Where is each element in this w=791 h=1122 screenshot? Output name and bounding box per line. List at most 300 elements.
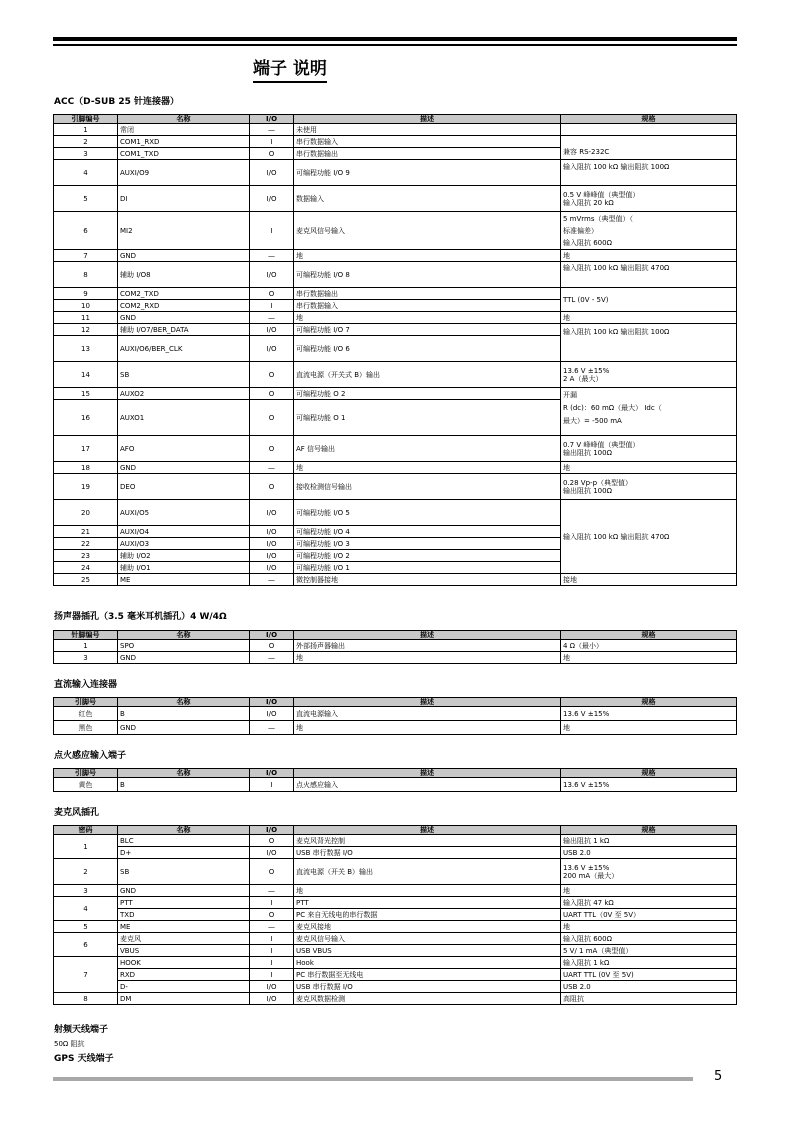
name-cell: MI2 (118, 212, 250, 250)
io-cell: O (250, 436, 294, 462)
spec-line: 0.5 V 峰峰值（典型值） (563, 190, 640, 199)
desc-cell: 麦克风信号输入 (294, 212, 561, 250)
desc-cell: 直流电源（开关 B）输出 (294, 859, 561, 885)
name-cell: COM1_TXD (118, 148, 250, 160)
desc-cell: 可编程功能 I/O 3 (294, 538, 561, 550)
spec-cell: 地 (561, 312, 737, 324)
desc-cell: USB 串行数据 I/O (294, 981, 561, 993)
io-cell: I/O (250, 981, 294, 993)
table-row (54, 262, 737, 288)
table-row (54, 474, 737, 500)
pin-cell: 23 (54, 550, 118, 562)
col-header-io: I/O (250, 826, 294, 835)
pin-cell: 10 (54, 300, 118, 312)
spec-line: R (dc)：60 mΩ（最大） Idc（ (563, 404, 662, 412)
name-cell: GND (118, 462, 250, 474)
col-header-pin: 针脚编号 (54, 631, 118, 640)
desc-cell: 串行数据输出 (294, 148, 561, 160)
io-cell: O (250, 474, 294, 500)
acc-table (53, 114, 737, 586)
spec-cell: 输出阻抗 1 kΩ (561, 835, 737, 847)
spec-line: 0.7 V 峰峰值（典型值） (563, 440, 640, 449)
pin-cell: 红色 (54, 707, 118, 721)
io-cell: I (250, 300, 294, 312)
footer-rule (53, 1077, 693, 1081)
spec-cell: 接地 (561, 574, 737, 586)
spec-line: 2 A（最大） (563, 374, 603, 383)
io-cell: — (250, 312, 294, 324)
io-cell: — (250, 652, 294, 664)
name-cell: COM2_TXD (118, 288, 250, 300)
desc-cell: 串行数据输入 (294, 136, 561, 148)
desc-cell: 地 (294, 721, 561, 735)
pin-cell: 2 (54, 859, 118, 885)
desc-cell: 麦克风背光控制 (294, 835, 561, 847)
name-cell: AUXI/O4 (118, 526, 250, 538)
table-row (54, 921, 737, 933)
io-cell: — (250, 124, 294, 136)
spec-cell: UART TTL（0V 至 5V） (561, 909, 737, 921)
pin-cell: 20 (54, 500, 118, 526)
table-row (54, 993, 737, 1005)
pin-cell: 16 (54, 400, 118, 436)
col-header-desc: 描述 (294, 115, 561, 124)
table-row (54, 160, 737, 186)
desc-cell: 可编程功能 O 1 (294, 400, 561, 436)
desc-cell: 串行数据输出 (294, 288, 561, 300)
table-row (54, 124, 737, 136)
desc-cell: 数据输入 (294, 186, 561, 212)
io-cell: — (250, 885, 294, 897)
col-header-name: 名称 (118, 631, 250, 640)
name-cell: COM1_RXD (118, 136, 250, 148)
io-cell: — (250, 574, 294, 586)
table-row (54, 324, 737, 336)
io-cell: O (250, 388, 294, 400)
desc-cell: 麦克风信号输入 (294, 933, 561, 945)
pin-cell: 1 (54, 124, 118, 136)
desc-cell: 可编程功能 I/O 8 (294, 262, 561, 288)
page-title: 端子 说明 (253, 58, 327, 83)
io-cell: — (250, 250, 294, 262)
name-cell: AUXI/O3 (118, 538, 250, 550)
pin-cell: 1 (54, 640, 118, 652)
spec-cell: 输入阻抗 100 kΩ 输出阻抗 100Ω (561, 160, 737, 186)
pin-cell: 15 (54, 388, 118, 400)
header-rule-thin (53, 44, 737, 46)
spec-line: 13.6 V ±15% (563, 366, 610, 375)
name-cell: 常闭 (118, 124, 250, 136)
col-header-pin: 密码 (54, 826, 118, 835)
io-cell: I (250, 778, 294, 792)
pin-cell: 22 (54, 538, 118, 550)
pin-cell: 12 (54, 324, 118, 336)
pin-cell: 8 (54, 993, 118, 1005)
table-row (54, 640, 737, 652)
io-cell: I (250, 212, 294, 250)
table-row (54, 388, 737, 400)
table-row (54, 981, 737, 993)
table-row (54, 436, 737, 462)
spec-cell (561, 388, 737, 436)
desc-cell: 地 (294, 885, 561, 897)
io-cell: — (250, 921, 294, 933)
table-row (54, 312, 737, 324)
table-header-row (54, 769, 737, 778)
spec-cell: UART TTL (0V 至 5V) (561, 969, 737, 981)
io-cell: I (250, 945, 294, 957)
table-row (54, 933, 737, 945)
pin-cell: 3 (54, 885, 118, 897)
desc-cell: 接收检测信号输出 (294, 474, 561, 500)
spec-line: 输出阻抗 100Ω (563, 448, 612, 457)
col-header-desc: 描述 (294, 826, 561, 835)
col-header-io: I/O (250, 631, 294, 640)
ignition-table (53, 768, 737, 792)
table-row (54, 652, 737, 664)
spec-line: 输入阻抗 600Ω (563, 238, 612, 247)
name-cell: 辅助 I/O2 (118, 550, 250, 562)
io-cell: I/O (250, 160, 294, 186)
desc-cell: 地 (294, 462, 561, 474)
spec-line: 输入阻抗 20 kΩ (563, 198, 614, 207)
desc-cell: 直流电源输入 (294, 707, 561, 721)
spec-cell: 5 V/ 1 mA（典型值） (561, 945, 737, 957)
io-cell: O (250, 640, 294, 652)
name-cell: DM (118, 993, 250, 1005)
table-row (54, 957, 737, 969)
desc-cell: 外部扬声器输出 (294, 640, 561, 652)
mic-table (53, 825, 737, 1005)
pin-cell: 6 (54, 212, 118, 250)
spec-cell (561, 212, 737, 250)
ignition-heading: 点火感应输入端子 (54, 751, 127, 761)
spec-cell: 输入阻抗 600Ω (561, 933, 737, 945)
pin-cell: 4 (54, 897, 118, 921)
spec-line: 0.28 Vp-p（典型值） (563, 478, 633, 487)
pin-cell: 黑色 (54, 721, 118, 735)
desc-cell: Hook (294, 957, 561, 969)
io-cell: O (250, 835, 294, 847)
desc-cell: 微控制器接地 (294, 574, 561, 586)
pin-cell: 19 (54, 474, 118, 500)
io-cell: I/O (250, 262, 294, 288)
name-cell: B (118, 778, 250, 792)
desc-cell: 可编程功能 I/O 6 (294, 336, 561, 362)
name-cell: RXD (118, 969, 250, 981)
io-cell: O (250, 859, 294, 885)
spec-cell: 输入阻抗 100 kΩ 输出阻抗 100Ω (561, 324, 737, 362)
name-cell: HOOK (118, 957, 250, 969)
col-header-desc: 描述 (294, 769, 561, 778)
name-cell: AUXI/O9 (118, 160, 250, 186)
name-cell: 辅助 I/O8 (118, 262, 250, 288)
desc-cell: 未使用 (294, 124, 561, 136)
name-cell: VBUS (118, 945, 250, 957)
io-cell: O (250, 362, 294, 388)
io-cell: — (250, 721, 294, 735)
table-header-row (54, 115, 737, 124)
name-cell: SB (118, 362, 250, 388)
table-row (54, 500, 737, 526)
table-row (54, 885, 737, 897)
pin-cell: 24 (54, 562, 118, 574)
io-cell: I (250, 897, 294, 909)
desc-cell: 可编程功能 I/O 5 (294, 500, 561, 526)
name-cell: 辅助 I/O1 (118, 562, 250, 574)
name-cell: AUXI/O6/BER_CLK (118, 336, 250, 362)
rf-heading: 射频天线端子 (54, 1025, 109, 1035)
pin-cell: 6 (54, 933, 118, 957)
desc-cell: 直流电源（开关式 B）输出 (294, 362, 561, 388)
col-header-pin: 引脚编号 (54, 115, 118, 124)
spec-line: 输出阻抗 100Ω (563, 486, 612, 495)
col-header-desc: 描述 (294, 698, 561, 707)
name-cell: ME (118, 574, 250, 586)
spec-line: 标准偏差） (563, 226, 598, 235)
pin-cell: 18 (54, 462, 118, 474)
pin-cell: 1 (54, 835, 118, 859)
name-cell: DI (118, 186, 250, 212)
name-cell: COM2_RXD (118, 300, 250, 312)
pin-cell: 4 (54, 160, 118, 186)
desc-cell: 可编程功能 I/O 9 (294, 160, 561, 186)
name-cell: AUXO2 (118, 388, 250, 400)
pin-cell: 17 (54, 436, 118, 462)
speaker-table (53, 630, 737, 664)
table-row (54, 945, 737, 957)
spec-cell: 13.6 V ±15% (561, 707, 737, 721)
gps-heading: GPS 天线端子 (54, 1054, 114, 1064)
col-header-name: 名称 (118, 826, 250, 835)
io-cell: I/O (250, 707, 294, 721)
col-header-spec: 规格 (561, 698, 737, 707)
io-cell: I (250, 957, 294, 969)
mic-heading: 麦克风插孔 (54, 808, 100, 818)
name-cell: B (118, 707, 250, 721)
spec-cell (561, 436, 737, 462)
spec-cell: 地 (561, 652, 737, 664)
speaker-heading: 扬声器插孔（3.5 毫米耳机插孔）4 W/4Ω (54, 612, 227, 622)
pin-cell: 黄色 (54, 778, 118, 792)
io-cell: O (250, 288, 294, 300)
header-rule-thick (53, 37, 737, 41)
name-cell: SPO (118, 640, 250, 652)
table-row (54, 212, 737, 250)
table-row (54, 835, 737, 847)
pin-cell: 3 (54, 148, 118, 160)
name-cell: GND (118, 312, 250, 324)
name-cell: 辅助 I/O7/BER_DATA (118, 324, 250, 336)
table-row (54, 574, 737, 586)
pin-cell: 3 (54, 652, 118, 664)
name-cell: D+ (118, 847, 250, 859)
pin-cell: 7 (54, 957, 118, 993)
io-cell: I/O (250, 500, 294, 526)
table-row (54, 136, 737, 148)
spec-line: 最大）= -500 mA (563, 417, 622, 425)
col-header-spec: 规格 (561, 769, 737, 778)
name-cell: GND (118, 652, 250, 664)
spec-cell (561, 124, 737, 136)
desc-cell: 点火感应输入 (294, 778, 561, 792)
name-cell: TXD (118, 909, 250, 921)
name-cell: D- (118, 981, 250, 993)
name-cell: 麦克风 (118, 933, 250, 945)
name-cell: AUXO1 (118, 400, 250, 436)
desc-cell: 可编程功能 I/O 2 (294, 550, 561, 562)
desc-cell: 可编程功能 I/O 4 (294, 526, 561, 538)
spec-cell: 高阻抗 (561, 993, 737, 1005)
spec-cell: 输入阻抗 100 kΩ 输出阻抗 470Ω (561, 262, 737, 288)
pin-cell: 8 (54, 262, 118, 288)
desc-cell: 地 (294, 250, 561, 262)
col-header-io: I/O (250, 698, 294, 707)
col-header-name: 名称 (118, 115, 250, 124)
pin-cell: 21 (54, 526, 118, 538)
col-header-spec: 规格 (561, 826, 737, 835)
io-cell: I/O (250, 847, 294, 859)
spec-cell: 输入阻抗 47 kΩ (561, 897, 737, 909)
io-cell: I/O (250, 550, 294, 562)
desc-cell: AF 信号输出 (294, 436, 561, 462)
table-row (54, 186, 737, 212)
io-cell: I (250, 136, 294, 148)
name-cell: AFO (118, 436, 250, 462)
io-cell: I/O (250, 186, 294, 212)
col-header-desc: 描述 (294, 631, 561, 640)
spec-cell: 输入阻抗 1 kΩ (561, 957, 737, 969)
pin-cell: 11 (54, 312, 118, 324)
col-header-name: 名称 (118, 769, 250, 778)
col-header-spec: 规格 (561, 631, 737, 640)
desc-cell: 串行数据输入 (294, 300, 561, 312)
io-cell: O (250, 909, 294, 921)
io-cell: I/O (250, 993, 294, 1005)
spec-cell: 兼容 RS-232C (561, 136, 737, 160)
desc-cell: USB 串行数据 I/O (294, 847, 561, 859)
pin-cell: 9 (54, 288, 118, 300)
name-cell: ME (118, 921, 250, 933)
spec-cell (561, 186, 737, 212)
table-row (54, 362, 737, 388)
col-header-name: 名称 (118, 698, 250, 707)
io-cell: I/O (250, 336, 294, 362)
page-number: 5 (714, 1069, 723, 1084)
table-row (54, 462, 737, 474)
name-cell: DEO (118, 474, 250, 500)
col-header-io: I/O (250, 115, 294, 124)
table-row (54, 778, 737, 792)
spec-cell: USB 2.0 (561, 847, 737, 859)
desc-cell: 地 (294, 652, 561, 664)
desc-cell: USB VBUS (294, 945, 561, 957)
table-row (54, 250, 737, 262)
table-row (54, 288, 737, 300)
desc-cell: PC 来自无线电的串行数据 (294, 909, 561, 921)
desc-cell: 可编程功能 O 2 (294, 388, 561, 400)
table-row (54, 897, 737, 909)
spec-cell (561, 362, 737, 388)
spec-line: 200 mA（最大） (563, 871, 619, 880)
pin-cell: 5 (54, 921, 118, 933)
io-cell: O (250, 148, 294, 160)
desc-cell: PTT (294, 897, 561, 909)
io-cell: I/O (250, 526, 294, 538)
name-cell: GND (118, 721, 250, 735)
spec-cell: USB 2.0 (561, 981, 737, 993)
desc-cell: 麦克风接地 (294, 921, 561, 933)
spec-cell: 地 (561, 721, 737, 735)
dc-table (53, 697, 737, 735)
name-cell: SB (118, 859, 250, 885)
col-header-pin: 引脚号 (54, 698, 118, 707)
name-cell: GND (118, 250, 250, 262)
rf-impedance-note: 50Ω 阻抗 (54, 1040, 85, 1048)
table-row (54, 969, 737, 981)
desc-cell: 地 (294, 312, 561, 324)
desc-cell: PC 串行数据至无线电 (294, 969, 561, 981)
name-cell: PTT (118, 897, 250, 909)
desc-cell: 麦克风数据检测 (294, 993, 561, 1005)
dc-heading: 直流输入连接器 (54, 680, 118, 690)
table-row (54, 909, 737, 921)
io-cell: — (250, 462, 294, 474)
table-header-row (54, 698, 737, 707)
pin-cell: 5 (54, 186, 118, 212)
col-header-io: I/O (250, 769, 294, 778)
spec-cell: 地 (561, 250, 737, 262)
acc-heading: ACC（D-SUB 25 针连接器） (54, 97, 179, 107)
io-cell: I (250, 933, 294, 945)
spec-cell: 地 (561, 885, 737, 897)
spec-line: 开漏 (563, 391, 577, 399)
table-header-row (54, 826, 737, 835)
name-cell: AUXI/O5 (118, 500, 250, 526)
spec-cell: 13.6 V ±15% (561, 778, 737, 792)
pin-cell: 13 (54, 336, 118, 362)
io-cell: I/O (250, 562, 294, 574)
io-cell: O (250, 400, 294, 436)
desc-cell: 可编程功能 I/O 1 (294, 562, 561, 574)
desc-cell: 可编程功能 I/O 7 (294, 324, 561, 336)
spec-cell: TTL (0V - 5V) (561, 288, 737, 312)
spec-cell: 地 (561, 462, 737, 474)
io-cell: I (250, 969, 294, 981)
spec-cell (561, 859, 737, 885)
table-row (54, 859, 737, 885)
pin-cell: 25 (54, 574, 118, 586)
spec-cell (561, 474, 737, 500)
io-cell: I/O (250, 538, 294, 550)
col-header-pin: 引脚号 (54, 769, 118, 778)
table-row (54, 721, 737, 735)
spec-cell: 输入阻抗 100 kΩ 输出阻抗 470Ω (561, 500, 737, 574)
name-cell: BLC (118, 835, 250, 847)
spec-line: 13.6 V ±15% (563, 863, 610, 872)
pin-cell: 2 (54, 136, 118, 148)
pin-cell: 14 (54, 362, 118, 388)
spec-cell: 4 Ω（最小） (561, 640, 737, 652)
pin-cell: 7 (54, 250, 118, 262)
spec-line: 5 mVrms（典型值）（ (563, 214, 634, 223)
table-row (54, 707, 737, 721)
spec-cell: 地 (561, 921, 737, 933)
table-row (54, 847, 737, 859)
name-cell: GND (118, 885, 250, 897)
col-header-spec: 规格 (561, 115, 737, 124)
io-cell: I/O (250, 324, 294, 336)
